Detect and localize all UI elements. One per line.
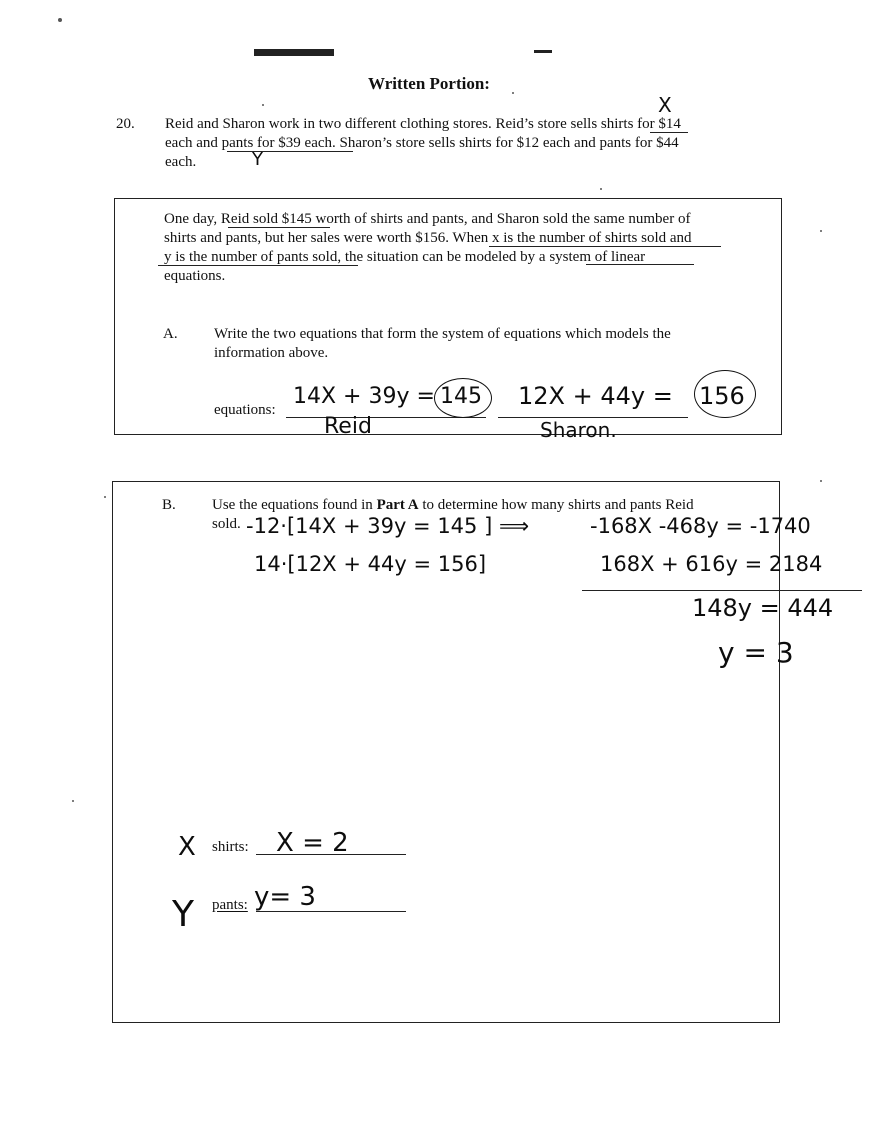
shirts-label: shirts: <box>212 839 249 855</box>
part-b-prompt-line-2: sold. <box>212 516 241 532</box>
margin-y-mark: Y <box>172 894 194 935</box>
handwritten-x-mark: X <box>658 93 672 117</box>
question-intro-line-1: Reid and Sharon work in two different clothing stores. Reid’s store sells shirts for $14 <box>165 116 681 132</box>
handwritten-equation-2-value: 156 <box>699 382 745 410</box>
margin-x-mark: X <box>178 832 196 862</box>
part-b-prompt-post: to determine how many shirts and pants Reid <box>418 497 694 513</box>
work-row-2-right: 168X + 616y = 2184 <box>600 552 823 576</box>
student-underline-system <box>586 264 694 265</box>
part-a-prompt-line-2: information above. <box>214 345 329 361</box>
work-row-4: y = 3 <box>718 636 794 669</box>
work-row-1-right: -168X -468y = -1740 <box>590 514 811 538</box>
part-b-label: B. <box>162 497 176 513</box>
handwritten-equation-1-value: 145 <box>440 384 482 409</box>
question-intro-line-2: each and pants for $39 each. Sharon’s store sells shirts for $12 each and pants for $44 <box>165 135 679 151</box>
work-row-1-left: -12·[14X + 39y = 145 ] ⟹ <box>246 514 530 538</box>
context-line-4: equations. <box>164 268 226 284</box>
part-b-prompt-pre: Use the equations found in <box>212 497 377 513</box>
page-title: Written Portion: <box>368 74 490 93</box>
scan-speck <box>820 230 822 232</box>
handwritten-name-reid: Reid <box>324 414 372 439</box>
scan-speck <box>600 188 602 190</box>
work-sum-line <box>582 590 862 591</box>
handwritten-y-mark: Y <box>252 149 263 170</box>
handwritten-equation-1: 14X + 39y = <box>293 384 435 409</box>
student-underline-reid-sold <box>228 227 330 228</box>
scan-speck <box>104 496 106 498</box>
equations-label: equations: <box>214 402 276 418</box>
student-underline-shirts <box>650 132 688 133</box>
redaction-mark-left <box>254 49 334 56</box>
context-line-3: y is the number of pants sold, the situation can be modeled by a system of linear <box>164 249 646 265</box>
student-underline-x-shirts <box>489 246 721 247</box>
scan-speck <box>58 18 62 22</box>
shirts-answer: X = 2 <box>276 828 349 858</box>
work-row-3: 148y = 444 <box>692 594 834 622</box>
part-a-label: A. <box>163 326 178 342</box>
pants-answer: y= 3 <box>254 882 316 912</box>
context-line-1: One day, Reid sold $145 worth of shirts and pants, and Sharon sold the same number of <box>164 211 691 227</box>
question-intro-line-3: each. <box>165 154 197 170</box>
handwritten-name-sharon: Sharon. <box>540 418 617 442</box>
context-line-2: shirts and pants, but her sales were worth $156. When x is the number of shirts sold and <box>164 230 692 246</box>
handwritten-equation-2: 12X + 44y = <box>518 382 673 410</box>
redaction-mark-right <box>534 50 552 53</box>
part-b-prompt-bold: Part A <box>376 497 419 513</box>
circle-145 <box>434 378 492 418</box>
pants-label: pants: <box>212 897 248 913</box>
question-number: 20. <box>116 116 135 132</box>
circle-156 <box>694 370 756 418</box>
part-a-prompt-line-1: Write the two equations that form the system of equations which models the <box>214 326 671 342</box>
part-b-prompt-line-1 <box>212 496 694 515</box>
scan-speck <box>262 104 264 106</box>
scan-speck <box>512 92 514 94</box>
scan-speck <box>820 480 822 482</box>
student-underline-pants-39 <box>227 151 353 152</box>
work-row-2-left: 14·[12X + 44y = 156] <box>254 552 487 576</box>
scan-speck <box>72 800 74 802</box>
student-underline-y-pants <box>158 265 358 266</box>
